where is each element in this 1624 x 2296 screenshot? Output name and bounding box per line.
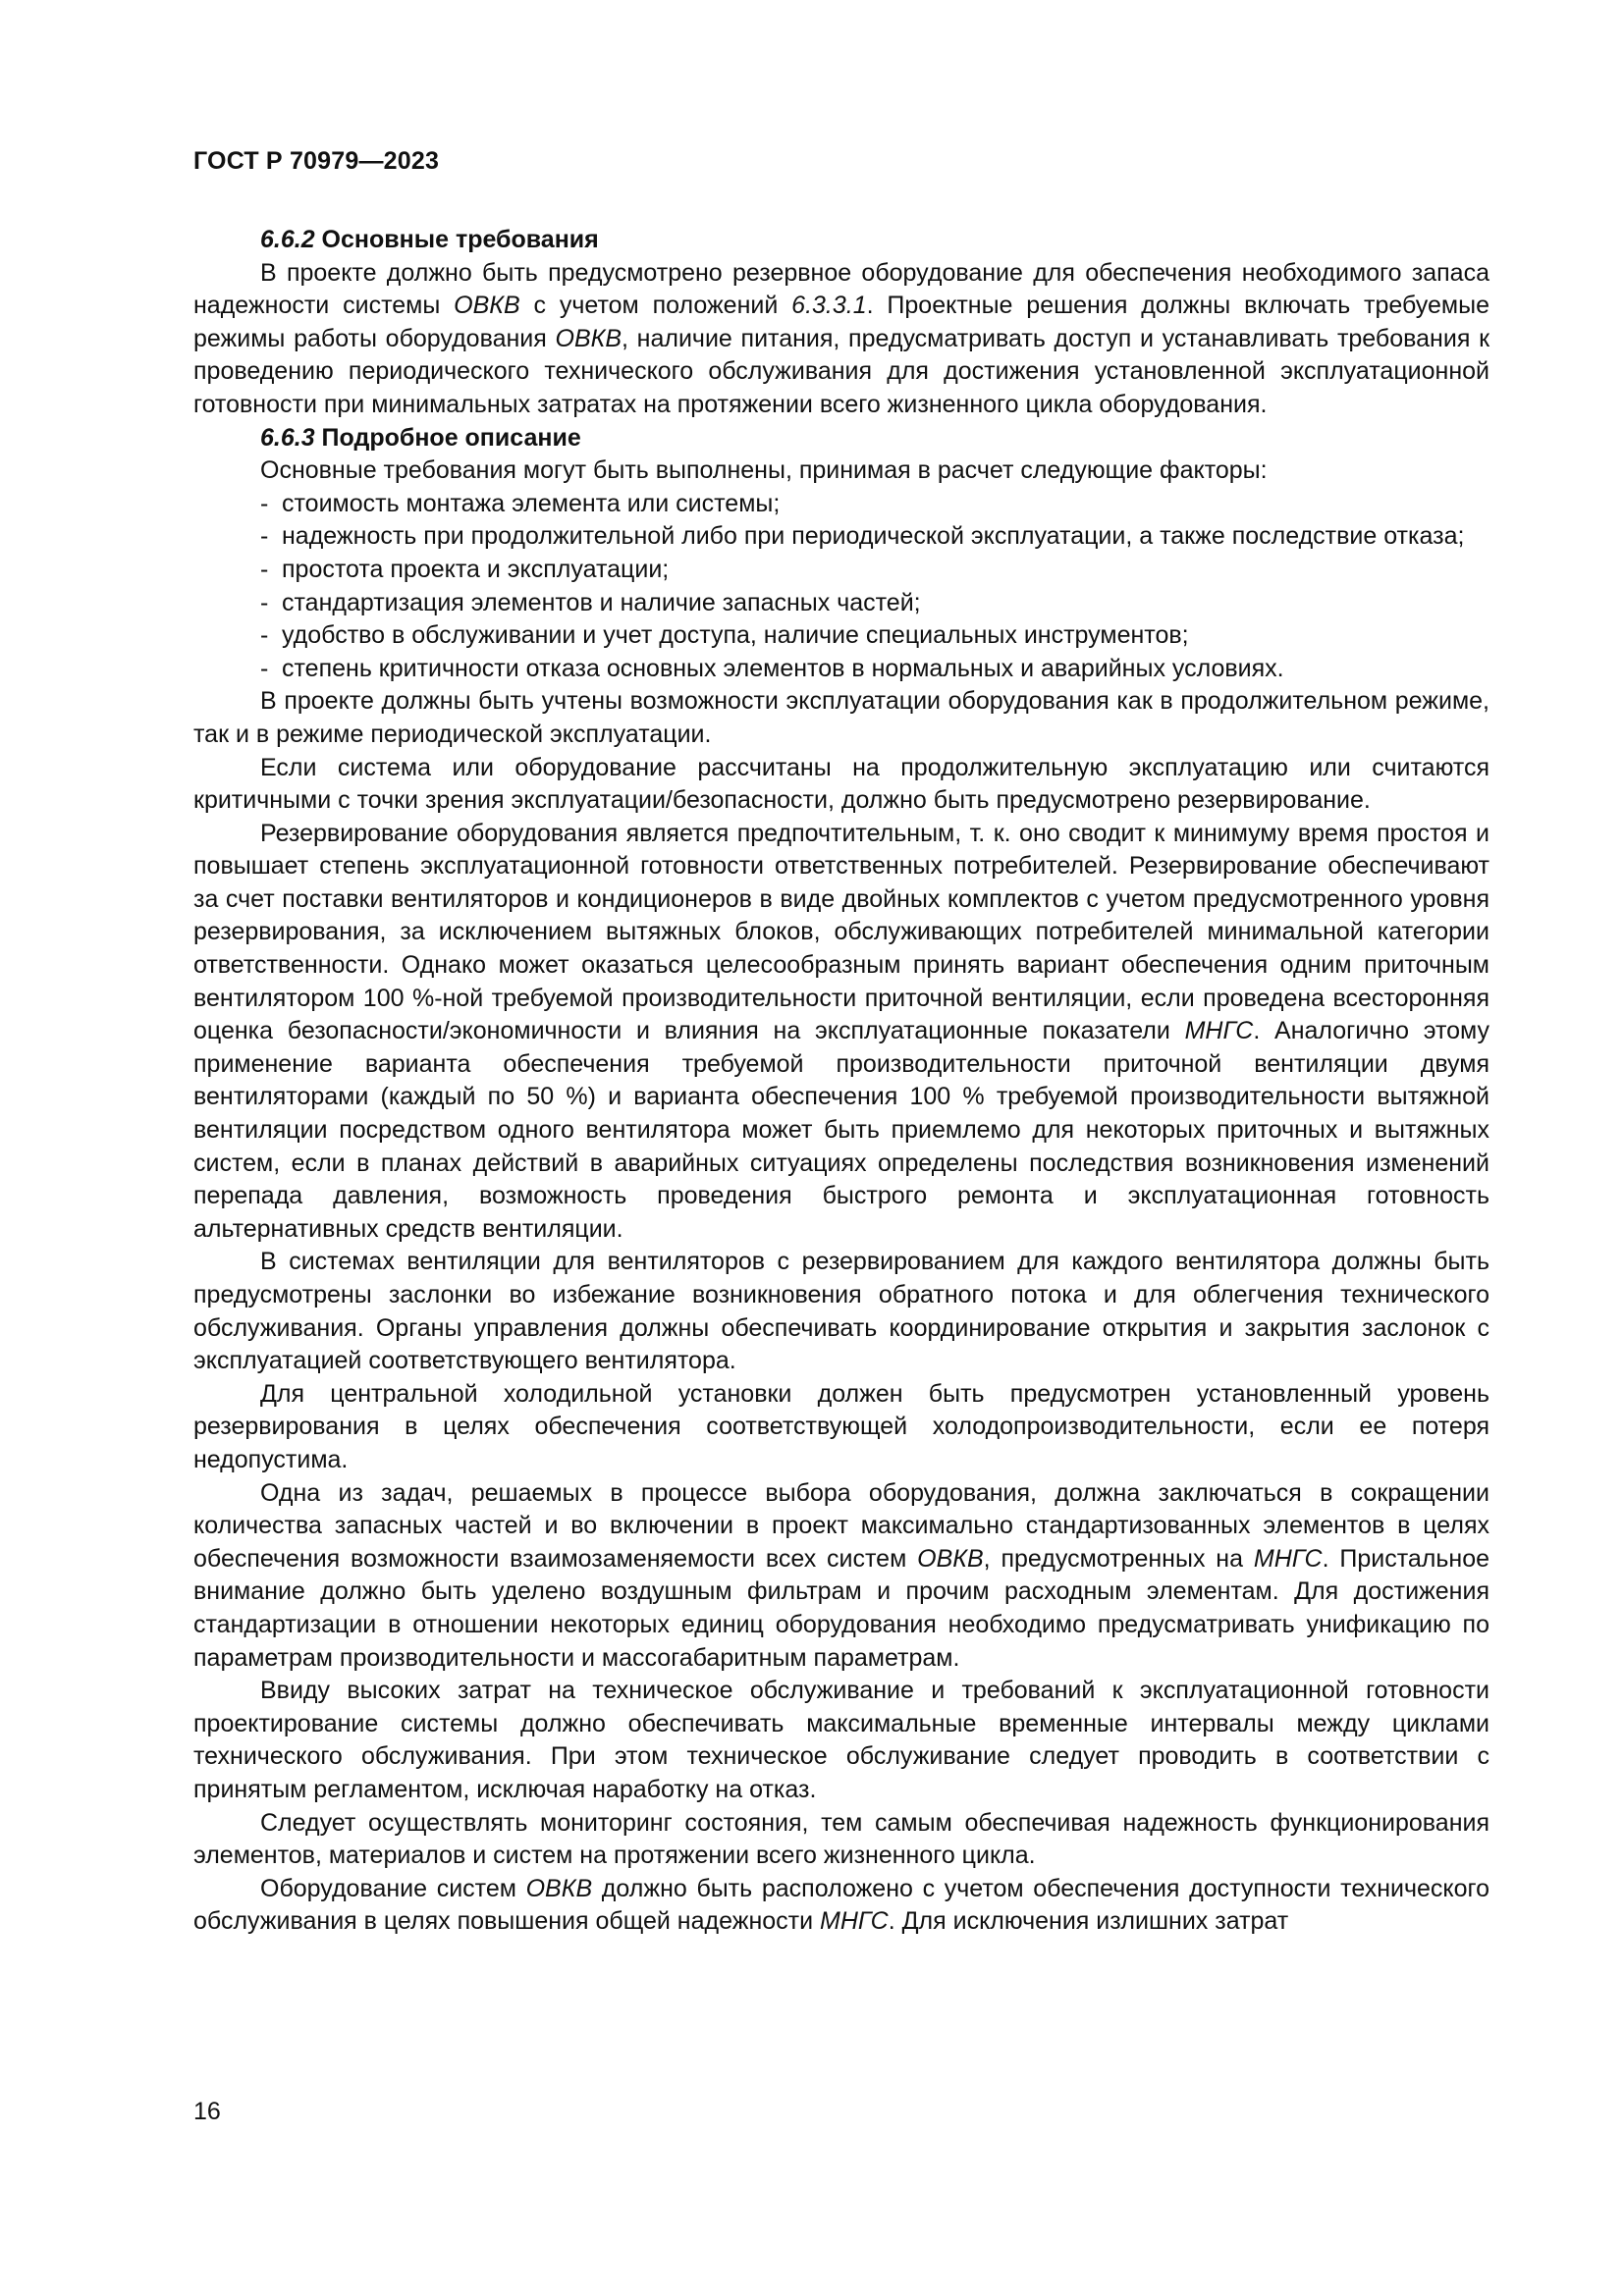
section-title: Основные требования <box>314 226 599 253</box>
list-item: - удобство в обслуживании и учет доступа, наличие специальных инструментов; <box>260 621 1189 650</box>
abbreviation: ОВКВ <box>555 324 623 352</box>
paragraph: Ввиду высоких затрат на техническое обслуживание и требований к эксплуатационной готовности проектирование системы должно обеспечивать максимальные временные интервалы между циклами технического обслуживания. При этом техническое обслуживание следует проводить в соответствии с принятым регламентом, исключая наработку на отказ. <box>193 1677 1489 1803</box>
abbreviation: ОВКВ <box>525 1874 593 1902</box>
factor-list <box>193 488 1489 686</box>
paragraph: Резервирование оборудования является предпочтительным, т. к. оно сводит к минимуму время простоя и повышает степень эксплуатационной готовности ответственных потребителей. Резервирование обеспечивают за счет поставки вентиляторов и кондиционеров в виде двойных комплектов с учетом предусмотренного уровня резервирования, за исключением вытяжных блоков, обслуживающих потребителей минимальной категории ответственности. Однако может оказаться целесообразным принять вариант обеспечения одним приточным вентилятором 100 %-ной требуемой производительности приточной вентиляции, если проведена всесторонняя оценка безопасности/экономичности и влияния на эксплуатационные показатели МНГС. Аналогично этому применение варианта обеспечения требуемой производительности приточной вентиляции двумя вентиляторами (каждый по 50 %) и варианта обеспечения 100 % требуемой производительности вытяжной вентиляции посредством одного вентилятора может быть приемлемо для некоторых приточных и вытяжных систем, если в планах действий в аварийных ситуациях определены последствия возникновения изменений перепада давления, возможность проведения быстрого ремонта и эксплуатационная готовность альтернативных средств вентиляции. <box>193 819 1489 1243</box>
paragraph: Оборудование систем ОВКВ должно быть расположено с учетом обеспечения доступности технического обслуживания в целях повышения общей надежности МНГС. Для исключения излишних затрат <box>193 1874 1490 1936</box>
paragraph: Следует осуществлять мониторинг состояния, тем самым обеспечивая надежность функционирования элементов, материалов и систем на протяжении всего жизненного цикла. <box>193 1808 1489 1870</box>
list-item: - стоимость монтажа элемента или системы; <box>260 489 781 517</box>
section-number: 6.6.3 <box>260 423 315 452</box>
section-heading <box>193 422 1489 455</box>
list-item: - степень критичности отказа основных элементов в нормальных и аварийных условиях. <box>260 654 1284 682</box>
section-title: Подробное описание <box>314 423 581 452</box>
paragraph: В проекте должны быть учтены возможности эксплуатации оборудования как в продолжительном режиме, так и в режиме периодической эксплуатации. <box>193 687 1489 748</box>
section-heading <box>193 224 1489 257</box>
abbreviation: МНГС <box>820 1907 889 1936</box>
list-item: - стандартизация элементов и наличие запасных частей; <box>260 588 921 616</box>
paragraph: В системах вентиляции для вентиляторов с резервированием для каждого вентилятора должны быть предусмотрены заслонки во избежание возникновения обратного потока и для облегчения технического обслуживания. Органы управления должны обеспечивать координирование открытия и закрытия заслонок с эксплуатацией соответствующего вентилятора. <box>193 1248 1489 1375</box>
abbreviation: ОВКВ <box>917 1544 984 1573</box>
paragraph: Основные требования могут быть выполнены, принимая в расчет следующие факторы: <box>260 456 1268 485</box>
abbreviation: ОВКВ <box>454 292 520 320</box>
list-item: - надежность при продолжительной либо при периодической эксплуатации, а также последствие отказа; <box>260 522 1465 551</box>
list-item: - простота проекта и эксплуатации; <box>260 555 670 583</box>
paragraph: Для центральной холодильной установки должен быть предусмотрен установленный уровень резервирования в целях обеспечения соответствующей холодопроизводительности, если ее потеря недопустима. <box>193 1379 1489 1473</box>
paragraph: Одна из задач, решаемых в процессе выбора оборудования, должна заключаться в сокращении количества запасных частей и во включении в проект максимально стандартизованных элементов в целях обеспечения возможности взаимозаменяемости всех систем ОВКВ, предусмотренных на МНГС. Пристальное внимание должно быть уделено воздушным фильтрам и прочим расходным элементам. Для достижения стандартизации в отношении некоторых единиц оборудования необходимо предусматривать унификацию по параметрам производительности и массогабаритным параметрам. <box>193 1478 1490 1672</box>
document-body <box>193 224 1489 1939</box>
page-number: 16 <box>193 2098 221 2125</box>
abbreviation: МНГС <box>1253 1544 1323 1573</box>
paragraph: Если система или оборудование рассчитаны на продолжительную эксплуатацию или считаются критичными с точки зрения эксплуатации/безопасности, должно быть предусмотрено резервирование. <box>193 753 1489 815</box>
paragraph: В проекте должно быть предусмотрено резервное оборудование для обеспечения необходимого запаса надежности системы ОВКВ с учетом положений 6.3.3.1. Проектные решения должны включать требуемые режимы работы оборудования ОВКВ, наличие питания, предусматривать доступ и устанавливать требования к проведению периодического технического обслуживания для достижения установленной эксплуатационной готовности при минимальных затратах на протяжении всего жизненного цикла оборудования. <box>193 258 1490 418</box>
abbreviation: МНГС <box>1184 1017 1254 1045</box>
section-number: 6.6.2 <box>260 226 315 253</box>
abbreviation: 6.3.3.1 <box>791 292 867 320</box>
document-header: ГОСТ Р 70979—2023 <box>193 147 440 175</box>
